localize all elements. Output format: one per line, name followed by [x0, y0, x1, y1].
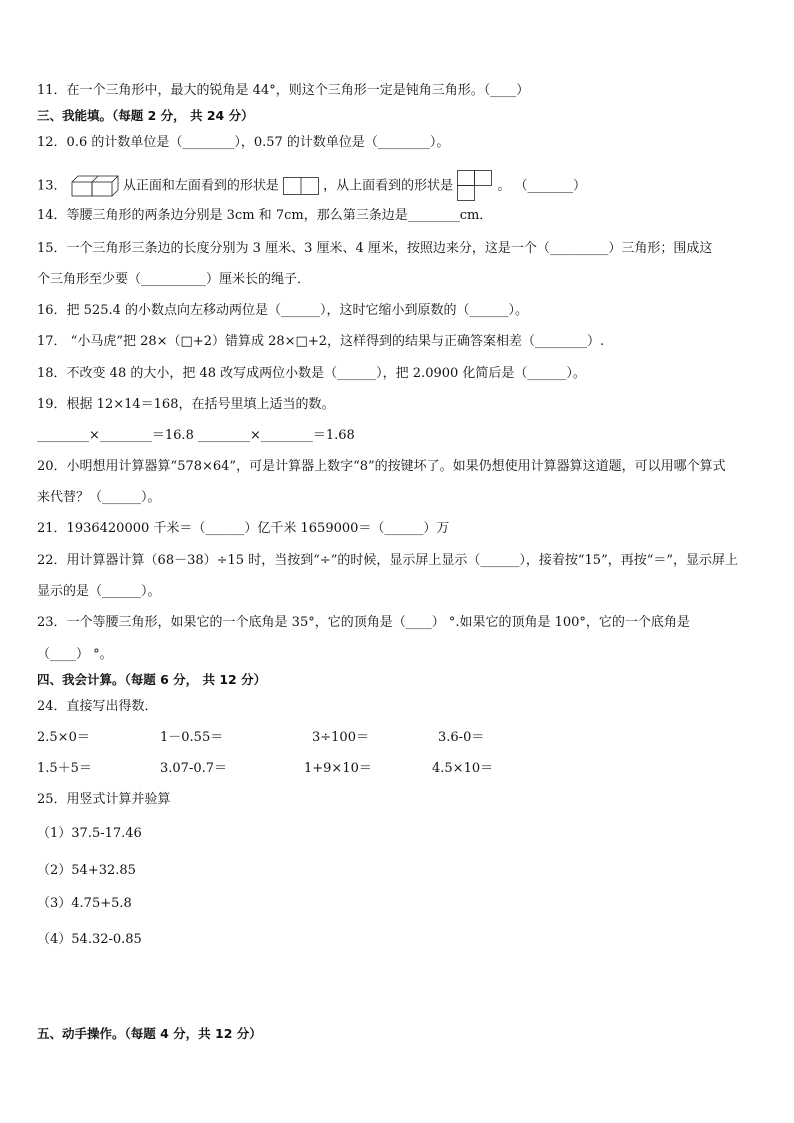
question-13-number: 13． [37, 178, 67, 194]
calc-item: 1.5＋5＝ [37, 761, 92, 776]
question-20-line-2: 来代替？（______）。 [37, 490, 161, 505]
question-13 [37, 170, 764, 202]
question-16: 16．把 525.4 的小数点向左移动两位是（______），这时它缩小到原数的（______）。 [37, 303, 529, 318]
calc-item: 4.5×10＝ [432, 761, 494, 776]
question-21: 21．1936420000 千米＝（______）亿千米 1659000＝（______）万 [37, 521, 450, 536]
vertical-calc-item: （2）54+32.85 [37, 863, 136, 878]
question-22-line-2: 显示的是（______）。 [37, 584, 161, 599]
question-13-text-1: 从正面和左面看到的形状是 [122, 178, 279, 194]
question-13-text-3: 。 （_______） [497, 178, 587, 194]
cube-pair-icon [71, 175, 119, 197]
section-5-heading: 五、动手操作。（每题 4 分，共 12 分） [37, 1026, 262, 1041]
calc-item: 1+9×10＝ [304, 761, 372, 776]
calc-item: 1－0.55＝ [160, 730, 224, 745]
calc-item: 2.5×0＝ [37, 730, 90, 745]
question-15-line-1: 15．一个三角形三条边的长度分别为 3 厘米、3 厘米、4 厘米，按照边来分，这是一个（_________）三角形；围成这 [37, 241, 713, 256]
calc-item: 3.6-0＝ [438, 730, 485, 745]
vertical-calc-item: （1）37.5-17.46 [37, 826, 142, 841]
question-24-title: 24．直接写出得数． [37, 699, 158, 714]
question-18: 18．不改变 48 的大小，把 48 改写成两位小数是（______），把 2.0900 化简后是（______）。 [37, 366, 586, 381]
section-4-heading: 四、我会计算。（每题 6 分， 共 12 分） [37, 672, 267, 687]
question-19-line-1: 19．根据 12×14＝168，在括号里填上适当的数。 [37, 397, 335, 412]
question-22-line-1: 22．用计算器计算（68－38）÷15 时，当按到“÷”的时候，显示屏上显示（______），接着按“15”，再按“＝”，显示屏上 [37, 553, 739, 568]
vertical-calc-item: （4）54.32-0.85 [37, 932, 142, 947]
question-17: 17． “小马虎”把 28×（□+2）错算成 28×□+2，这样得到的结果与正确答案相差（________）. [37, 334, 605, 349]
question-15-line-2: 个三角形至少要（__________）厘米长的绳子． [37, 272, 311, 287]
vertical-calc-item: （3）4.75+5.8 [37, 896, 132, 911]
question-11: 11．在一个三角形中，最大的锐角是 44°，则这个三角形一定是钝角三角形。（____） [37, 83, 530, 98]
l-shape-icon [457, 170, 493, 202]
two-squares-icon [283, 177, 319, 195]
question-19-line-2: ________×________＝16.8 ________×________＝1.68 [37, 428, 355, 443]
question-20-line-1: 20．小明想用计算器算“578×64”，可是计算器上数字“8”的按键坏了。如果仍想使用计算器算这道题，可以用哪个算式 [37, 459, 726, 474]
question-23-line-1: 23．一个等腰三角形，如果它的一个底角是 35°，它的顶角是（____） °.如果它的顶角是 100°，它的一个底角是 [37, 615, 690, 630]
question-14: 14．等腰三角形的两条边分别是 3cm 和 7cm，那么第三条边是________cm． [37, 208, 493, 223]
section-3-heading: 三、我能填。（每题 2 分， 共 24 分） [37, 108, 254, 123]
calc-item: 3÷100＝ [312, 730, 369, 745]
question-12: 12．0.6 的计数单位是（________），0.57 的计数单位是（________）。 [37, 135, 450, 150]
calc-item: 3.07-0.7＝ [160, 761, 228, 776]
question-25-title: 25．用竖式计算并验算 [37, 792, 171, 807]
question-23-line-2: （____） °。 [37, 647, 113, 662]
question-13-text-2: ，从上面看到的形状是 [323, 178, 454, 194]
